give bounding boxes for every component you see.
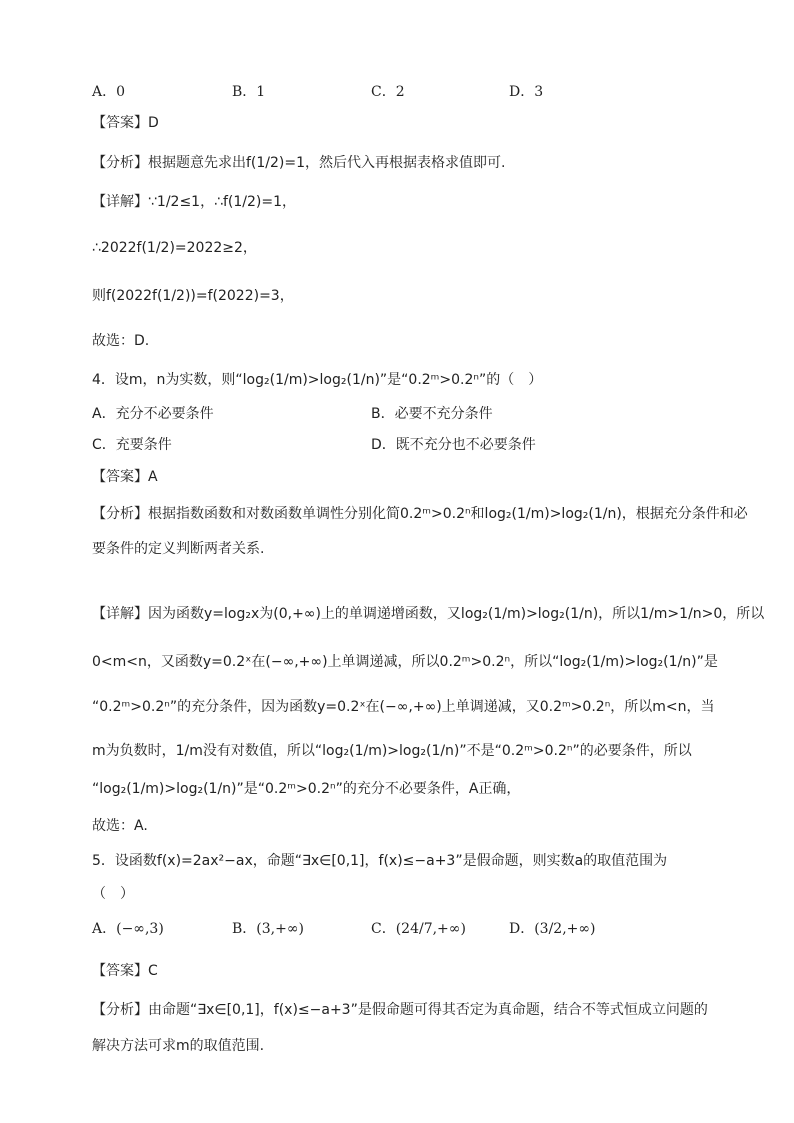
q3-detail-3: 则f(2022f(1/2))=f(2022)=3， (92, 288, 294, 304)
q5-option-c: C．(24/7,+∞) (371, 921, 466, 937)
q5-stem-2: （ ） (92, 886, 134, 902)
q5-stem-1: 5．设函数f(x)=2ax²−ax，命题“∃x∈[0,1]，f(x)≤−a+3”是假命题，则实数a的取值范围为 (92, 853, 668, 869)
q4-choose: 故选：A. (92, 818, 148, 834)
q4-detail-5: “log₂(1/m)>log₂(1/n)”是“0.2ᵐ>0.2ⁿ”的充分不必要条件，A正确， (92, 781, 521, 797)
q3-answer: 【答案】D (92, 115, 159, 131)
q3-option-c: C．2 (371, 84, 405, 100)
q5-option-d: D．(3/2,+∞) (509, 921, 596, 937)
q4-stem: 4．设m，n为实数，则“log₂(1/m)>log₂(1/n)”是“0.2ᵐ>0.2ⁿ”的（ ） (92, 372, 543, 388)
q4-option-a: A．充分不必要条件 (92, 406, 214, 422)
q3-option-b: B．1 (232, 84, 266, 100)
q3-option-a: A．0 (92, 84, 126, 100)
q5-answer: 【答案】C (92, 963, 158, 979)
q4-detail-2: 0<m<n，又函数y=0.2ˣ在(−∞,+∞)上单调递减，所以0.2ᵐ>0.2ⁿ，所以“log₂(1/m)>log₂(1/n)”是 (92, 654, 718, 670)
q5-analysis-1: 【分析】由命题“∃x∈[0,1]，f(x)≤−a+3”是假命题可得其否定为真命题，结合不等式恒成立问题的 (92, 1002, 708, 1018)
q4-detail-3: “0.2ᵐ>0.2ⁿ”的充分条件，因为函数y=0.2ˣ在(−∞,+∞)上单调递减，又0.2ᵐ>0.2ⁿ，所以m<n，当 (92, 699, 715, 715)
q4-analysis-2: 要条件的定义判断两者关系. (92, 541, 265, 557)
q4-option-c: C．充要条件 (92, 437, 172, 453)
q4-detail-1: 【详解】因为函数y=log₂x为(0,+∞)上的单调递增函数，又log₂(1/m)>log₂(1/n)，所以1/m>1/n>0，所以 (92, 606, 765, 622)
q3-detail-1: 【详解】∵1/2≤1，∴f(1/2)=1， (92, 194, 297, 210)
q4-option-d: D．既不充分也不必要条件 (371, 437, 536, 453)
q5-analysis-2: 解决方法可求m的取值范围. (92, 1038, 265, 1054)
q4-detail-4: m为负数时，1/m没有对数值，所以“log₂(1/m)>log₂(1/n)”不是“0.2ᵐ>0.2ⁿ”的必要条件，所以 (92, 743, 692, 759)
q3-analysis: 【分析】根据题意先求出f(1/2)=1，然后代入再根据表格求值即可. (92, 155, 506, 171)
q4-option-b: B．必要不充分条件 (371, 406, 493, 422)
q3-choose: 故选：D. (92, 333, 150, 349)
q4-answer: 【答案】A (92, 469, 158, 485)
q5-option-a: A．(−∞,3) (92, 921, 164, 937)
q3-detail-2: ∴2022f(1/2)=2022≥2， (92, 240, 257, 256)
q4-analysis-1: 【分析】根据指数函数和对数函数单调性分别化简0.2ᵐ>0.2ⁿ和log₂(1/m)>log₂(1/n)，根据充分条件和必 (92, 506, 748, 522)
q3-option-d: D．3 (509, 84, 544, 100)
q5-option-b: B．(3,+∞) (232, 921, 304, 937)
